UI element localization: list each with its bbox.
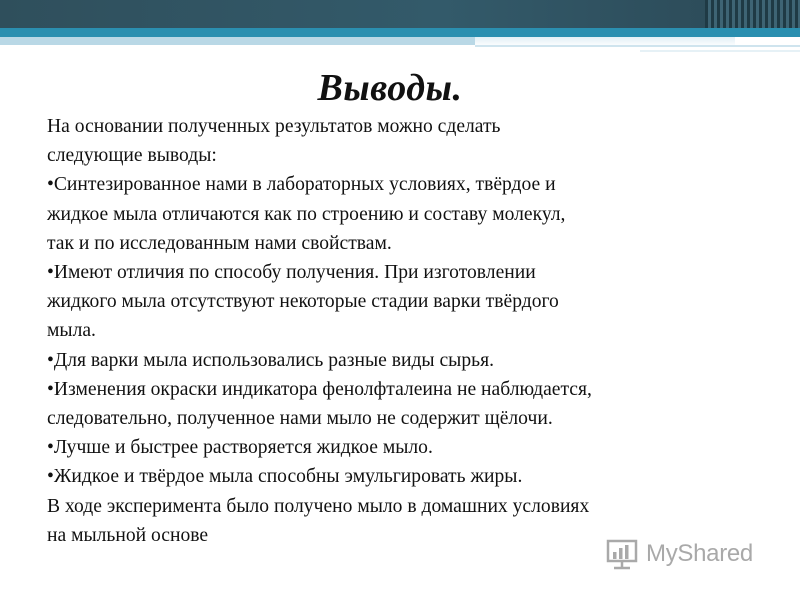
header-band-texture [705,0,800,30]
body-line: мыла. [47,320,96,342]
body-line: В ходе эксперимента было получено мыло в домашних условиях [47,495,590,517]
body-line: •Для варки мыла использовались разные виды сырья. [47,349,494,371]
slide-body [47,112,787,550]
header-band-light [0,37,475,45]
body-line: •Имеют отличия по способу получения. При изготовлении [47,262,536,284]
body-line: •Лучше и быстрее растворяется жидкое мыло. [47,437,433,459]
body-line: На основании полученных результатов можно сделать [47,116,501,137]
watermark [606,536,776,572]
body-line: жидкого мыла отсутствуют некоторые стадии варки твёрдого [47,291,559,313]
body-line: следующие выводы: [47,145,217,167]
body-line: так и по исследованным нами свойствам. [47,232,392,254]
slide-title: Выводы. [317,67,463,109]
body-line: •Изменения окраски индикатора фенолфталеина не наблюдается, [47,378,592,400]
bar-chart-logo-icon [606,537,640,571]
body-line: следовательно, полученное нами мыло не содержит щёлочи. [47,408,553,430]
header-divider-line-2 [640,50,800,52]
body-line: •Жидкое и твёрдое мыла способны эмульгировать жиры. [47,466,523,488]
header-band-teal [0,28,800,37]
header-band-dark [0,0,800,28]
watermark-text: MyShared [646,540,753,567]
body-line: •Синтезированное нами в лабораторных условиях, твёрдое и [47,174,556,196]
header-divider-line [475,45,800,47]
body-line: жидкое мыла отличаются как по строению и составу молекул, [47,203,566,225]
body-line: на мыльной основе [47,524,209,546]
